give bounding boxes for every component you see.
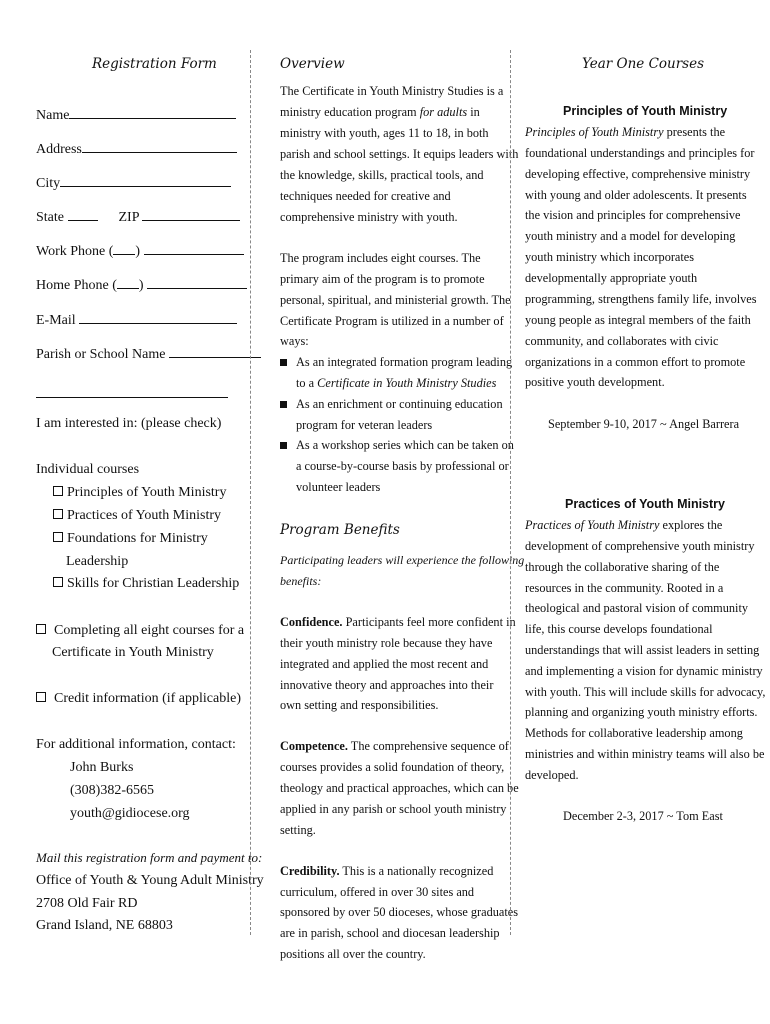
name-line[interactable] — [69, 106, 236, 119]
contact-name: John Burks — [70, 760, 134, 775]
overview-heading: Overview — [280, 56, 345, 72]
checkbox-icon[interactable] — [53, 532, 63, 542]
contact-email[interactable]: youth@gidiocese.org — [70, 806, 190, 821]
benefit-competence: Competence. The comprehensive sequence of — [280, 739, 509, 753]
mail-label: Mail this registration form and payment to: — [36, 850, 263, 865]
course-option-foundations[interactable] — [53, 529, 208, 550]
benefit-line: setting. — [280, 823, 316, 837]
home-area-code-line[interactable] — [117, 276, 139, 289]
city-field[interactable] — [36, 174, 231, 195]
bullet-item-cont: volunteer leaders — [296, 480, 381, 494]
course-desc-line: organizations in a common effort to promote — [525, 355, 746, 369]
benefit-line: curriculum, offered in over 30 sites and — [280, 885, 475, 899]
email-label: E-Mail — [36, 313, 76, 328]
work-area-code-line[interactable] — [113, 242, 135, 255]
certificate-option[interactable] — [36, 621, 244, 642]
course-desc-line: developing effective, comprehensive ministry — [525, 167, 751, 181]
work-phone-line[interactable] — [144, 242, 244, 255]
square-bullet-icon — [280, 442, 287, 449]
checkbox-icon[interactable] — [53, 509, 63, 519]
credit-label: Credit information (if applicable) — [54, 691, 241, 706]
bullet-item-cont: to a Certificate in Youth Ministry Studies — [296, 376, 497, 390]
benefit-line: positions all over the country. — [280, 947, 426, 961]
work-phone-paren: ) — [135, 244, 141, 259]
course-option-practices[interactable] — [53, 506, 221, 527]
zip-line[interactable] — [142, 208, 240, 221]
benefit-line: theology and practical approaches, which can be — [280, 781, 519, 795]
overview-line: comprehensive ministry with youth. — [280, 210, 458, 224]
credit-option[interactable] — [36, 689, 241, 710]
benefits-heading: Program Benefits — [280, 522, 400, 538]
benefit-line: own setting and responsibilities. — [280, 698, 439, 712]
course-option-label: Skills for Christian Leadership — [67, 576, 240, 591]
benefit-line: are in parish, school and diocesan leadership — [280, 926, 500, 940]
benefit-line: integrated and applied the most recent and — [280, 657, 489, 671]
overview-line: ways: — [280, 334, 309, 348]
parish-line[interactable] — [169, 345, 261, 358]
overview-line: The Certificate in Youth Ministry Studies is a — [280, 84, 504, 98]
benefit-line: their youth ministry role because they have — [280, 636, 493, 650]
bullet-item: As an integrated formation program leading — [280, 352, 512, 373]
registration-heading: Registration Form — [92, 56, 217, 72]
checkbox-icon[interactable] — [36, 624, 46, 634]
course-desc-line: ministries and within ministry teams will also be — [525, 747, 765, 761]
overview-line: parish and school settings. It equips leaders with — [280, 147, 519, 161]
course-option-principles[interactable] — [53, 483, 226, 504]
course-option-label: Principles of Youth Ministry — [67, 485, 227, 500]
overview-column — [250, 0, 525, 1024]
parish-extra-line[interactable] — [36, 397, 228, 398]
overview-line: ministry with youth, ages 11 to 18, in both — [280, 126, 489, 140]
name-label: Name — [36, 108, 70, 123]
course-desc-line: understandings that will assist leaders in setting — [525, 643, 760, 657]
individual-courses-label: Individual courses — [36, 462, 140, 477]
benefit-line: courses provides a solid foundation of theory, — [280, 760, 505, 774]
benefit-confidence: Confidence. Participants feel more confident in — [280, 615, 516, 629]
course-desc-line: programming, strengthens family life, involves — [525, 292, 757, 306]
course-desc-line: developmentally appropriate youth — [525, 271, 698, 285]
address-line[interactable] — [82, 140, 237, 153]
course-title-principles: Principles of Youth Ministry — [563, 104, 728, 118]
course-desc-line: youth ministry and a model for developing — [525, 229, 736, 243]
overview-line: The program includes eight courses. The — [280, 251, 481, 265]
benefits-intro: benefits: — [280, 574, 322, 588]
bullet-item-cont: a course-by-course basis by professional or — [296, 459, 509, 473]
overview-line: ministry education program for adults in — [280, 105, 480, 119]
parish-field[interactable] — [36, 345, 261, 366]
office-city-state: Grand Island, NE 68803 — [36, 918, 173, 933]
courses-heading: Year One Courses — [582, 56, 705, 72]
certificate-label: Completing all eight courses for a — [54, 623, 245, 638]
course-desc-line: with young and older adolescents. It presents — [525, 188, 747, 202]
course-date-principles: September 9-10, 2017 ~ Angel Barrera — [548, 417, 740, 431]
square-bullet-icon — [280, 359, 287, 366]
checkbox-icon[interactable] — [36, 692, 46, 702]
overview-line: the knowledge, skills, practical tools, and — [280, 168, 484, 182]
home-phone-line[interactable] — [147, 276, 247, 289]
course-desc-line: young people as integral members of the faith — [525, 313, 751, 327]
office-street: 2708 Old Fair RD — [36, 896, 138, 911]
city-label: City — [36, 176, 61, 191]
city-line[interactable] — [60, 174, 231, 187]
state-line[interactable] — [68, 208, 98, 221]
benefit-credibility: Credibility. This is a nationally recognized — [280, 864, 494, 878]
work-phone-field[interactable] — [36, 242, 244, 263]
course-desc-line: developed. — [525, 768, 579, 782]
bullet-item: As a workshop series which can be taken on — [280, 435, 514, 456]
course-desc-line: through the collaborative sharing of the — [525, 560, 720, 574]
course-desc-line: and implementing a vision for dynamic ministry — [525, 664, 763, 678]
home-phone-paren: ) — [138, 278, 144, 293]
courses-column — [510, 0, 770, 1024]
course-date-practices: December 2-3, 2017 ~ Tom East — [563, 809, 723, 823]
overview-line: primary aim of the program is to promote — [280, 272, 485, 286]
home-phone-field[interactable] — [36, 276, 247, 297]
course-desc-line: life, this course develops foundational — [525, 622, 713, 636]
course-option-label: Foundations for Ministry — [67, 531, 208, 546]
course-desc-line: development of comprehensive youth ministry — [525, 539, 755, 553]
office-name: Office of Youth & Young Adult Ministry — [36, 873, 264, 888]
benefits-intro: Participating leaders will experience the following — [280, 553, 525, 567]
overview-line: Certificate Program is utilized in a number of — [280, 314, 504, 328]
course-desc-line: theological and pastoral vision of community — [525, 601, 749, 615]
benefit-line: sponsored by over 50 dioceses, whose graduates — [280, 905, 519, 919]
course-desc-line: resources in the community. Rooted in a — [525, 581, 724, 595]
zip-label: ZIP — [118, 210, 139, 225]
contact-label: For additional information, contact: — [36, 737, 236, 752]
interested-label: I am interested in: (please check) — [36, 416, 222, 431]
course-desc-line: planning and organizing youth ministry efforts. — [525, 705, 758, 719]
parish-label: Parish or School Name — [36, 347, 166, 362]
course-desc-line: foundational understandings and principles for — [525, 146, 755, 160]
course-desc-line: Principles of Youth Ministry presents the — [525, 125, 726, 139]
certificate-label-cont: Certificate in Youth Ministry — [52, 645, 214, 660]
state-zip-field[interactable] — [36, 208, 240, 229]
course-desc-line: the vision and principles for comprehensive — [525, 208, 741, 222]
overview-line: personal, spiritual, and ministerial growth. The — [280, 293, 511, 307]
course-desc-line: with youth. This will include skills for advocacy, — [525, 685, 766, 699]
square-bullet-icon — [280, 401, 287, 408]
state-label: State — [36, 210, 64, 225]
contact-phone: (308)382-6565 — [70, 783, 154, 798]
address-field[interactable] — [36, 140, 237, 161]
course-option-label-cont: Leadership — [66, 554, 129, 569]
course-option-skills[interactable] — [53, 574, 239, 595]
bullet-item-cont: program for veteran leaders — [296, 418, 433, 432]
course-desc-line: youth ministry which incorporates — [525, 250, 695, 264]
benefit-line: applied in any parish or school youth ministry — [280, 802, 507, 816]
work-phone-label: Work Phone ( — [36, 244, 114, 259]
benefit-line: innovative theory and approaches into their — [280, 678, 494, 692]
bullet-item: As an enrichment or continuing education — [280, 394, 503, 415]
home-phone-label: Home Phone ( — [36, 278, 117, 293]
address-label: Address — [36, 142, 82, 157]
course-option-label: Practices of Youth Ministry — [67, 508, 221, 523]
checkbox-icon[interactable] — [53, 577, 63, 587]
course-desc-line: positive youth development. — [525, 375, 665, 389]
course-desc-line: community, and collaborates with civic — [525, 334, 719, 348]
name-field[interactable] — [36, 106, 236, 127]
email-line[interactable] — [79, 311, 237, 324]
registration-column — [0, 0, 264, 1024]
course-desc-line: Methods for collaborative leadership among — [525, 726, 743, 740]
course-title-practices: Practices of Youth Ministry — [565, 497, 725, 511]
overview-line: techniques needed for creative and — [280, 189, 451, 203]
checkbox-icon[interactable] — [53, 486, 63, 496]
email-field[interactable] — [36, 311, 237, 332]
course-desc-line: Practices of Youth Ministry explores the — [525, 518, 723, 532]
